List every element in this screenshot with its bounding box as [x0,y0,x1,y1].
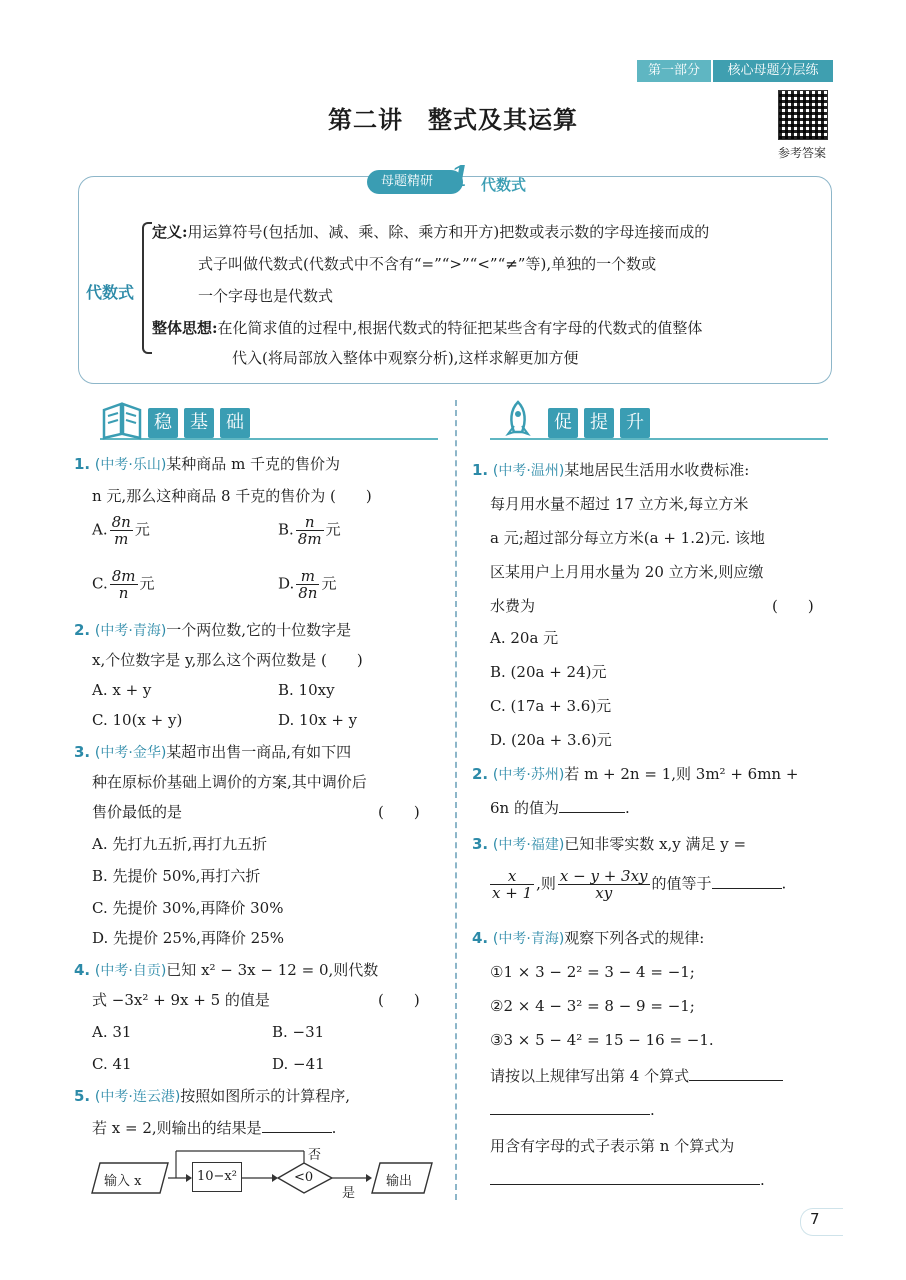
left-q4-src: (中考·自贡) [94,963,167,979]
denominator: x + 1 [492,884,533,902]
left-q1-option-c[interactable] [92,568,155,601]
left-q2-option-c[interactable]: C. 10(x + y) [92,711,183,729]
left-q5-line2: 若 x = 2,则输出的结果是 . [92,1119,337,1137]
right-section-header [490,400,828,440]
option-label: D. [278,574,295,593]
left-q1-src: (中考·乐山) [94,457,167,473]
right-q2-text1: 若 m + 2n = 1,则 3m² + 6mn + [564,765,799,783]
answer-blank[interactable] [490,1184,760,1185]
right-q2-src: (中考·苏州) [492,767,565,783]
numerator: 8m [111,567,136,585]
right-q4-text2: 请按以上规律写出第 4 个算式 [490,1067,690,1085]
right-section-rule [490,438,828,440]
left-q3-option-a[interactable]: A. 先打九五折,再打九五折 [92,835,268,853]
right-q1-num: 1. [472,461,489,479]
qr-code[interactable] [778,90,828,140]
definition-tag: 母题精研 [367,170,463,194]
left-q4-num: 4. [74,961,91,979]
header-part-tab: 第一部分 [637,60,711,82]
right-chip-3: 升 [620,408,650,438]
left-q1-num: 1. [74,455,91,473]
right-q3-mid: ,则 [536,874,556,893]
right-q1-answer-paren[interactable]: ( ) [772,597,814,615]
concept-label: 代数式 [86,283,135,302]
right-q1-text1: 某地居民生活用水收费标准: [564,461,750,479]
left-q4-answer-paren[interactable]: ( ) [378,991,420,1009]
right-q3-text1: 已知非零实数 x,y 满足 y = [564,835,747,853]
left-q1-text2: n 元,那么这种商品 8 千克的售价为 ( ) [92,487,372,505]
left-q4-text2: 式 −3x² + 9x + 5 的值是 [92,991,270,1009]
flow-yes-label: 是 [342,1186,356,1201]
left-q5-src: (中考·连云港) [94,1089,181,1105]
idea-line-1 [152,318,702,338]
fraction [110,514,133,547]
left-q2-line1 [74,620,351,641]
right-q1-text3: a 元;超过部分每立方米(a + 1.2)元. 该地 [490,529,765,547]
left-q1-option-b[interactable] [278,514,341,547]
left-q4-line1 [74,960,378,981]
left-q1-line1 [74,454,340,475]
fraction [490,868,534,901]
left-q3-answer-paren[interactable]: ( ) [378,803,420,821]
left-chip-1: 稳 [148,408,178,438]
brace [142,222,152,354]
left-section-rule [100,438,438,440]
flow-output-label: 输出 [386,1174,413,1189]
left-q5-num: 5. [74,1087,91,1105]
answer-blank[interactable] [712,888,782,889]
left-q1-option-d[interactable] [278,568,337,601]
unit: 元 [134,520,150,539]
denominator: m [114,530,129,548]
fraction [296,568,319,601]
def-text-1: 用运算符号(包括加、减、乘、除、乘方和开方)把数或表示数的字母连接而成的 [187,223,710,241]
left-q4-text1: 已知 x² − 3x − 12 = 0,则代数 [166,961,379,979]
rocket-icon [498,400,538,440]
answer-blank[interactable] [490,1114,650,1115]
left-q3-option-c[interactable]: C. 先提价 30%,再降价 30% [92,899,284,917]
left-q5-text2: 若 x = 2,则输出的结果是 [92,1119,262,1137]
right-chip-2: 提 [584,408,614,438]
left-chip-2: 基 [184,408,214,438]
right-q4-line2 [490,1066,783,1086]
header-section-tab: 核心母题分层练 [713,60,833,82]
right-q3-tail: 的值等于 [651,874,712,893]
right-q4-eq1: ①1 × 3 − 2² = 3 − 4 = −1; [490,963,695,981]
flow-cond-label: <0 [294,1170,314,1185]
option-label: C. [92,574,108,593]
right-q3-num: 3. [472,835,489,853]
right-q1-option-c[interactable]: C. (17a + 3.6)元 [490,697,612,715]
left-q2-text1: 一个两位数,它的十位数字是 [166,621,352,639]
definition-line-1 [152,222,709,242]
fraction [110,568,138,601]
answer-blank[interactable] [559,812,625,813]
numerator: x [490,868,534,885]
right-q4-eq3: ③3 × 5 − 4² = 15 − 16 = −1. [490,1031,714,1049]
right-q1-option-a[interactable]: A. 20a 元 [490,629,559,647]
left-q2-option-a[interactable]: A. x + y [92,681,152,699]
flow-no-label: 否 [308,1148,322,1163]
right-q1-text4: 区某用户上月用水量为 20 立方米,则应缴 [490,563,764,581]
definition-tag-number: 1 [450,160,470,193]
left-q2-num: 2. [74,621,91,639]
def-text-2: 式子叫做代数式(代数式中不含有“=”“>”“<”“≠”等),单独的一个数或 [198,255,657,273]
option-label: A. [92,520,108,539]
left-q4-option-b[interactable]: B. −31 [272,1023,325,1041]
left-q3-option-b[interactable]: B. 先提价 50%,再打六折 [92,867,261,885]
left-q2-option-d[interactable]: D. 10x + y [278,711,358,729]
right-q1-src: (中考·温州) [492,463,565,479]
left-q3-text3: 售价最低的是 [92,803,183,821]
idea-label: 整体思想: [152,319,218,337]
def-label: 定义: [152,223,188,241]
left-q3-text2: 种在原标价基础上调价的方案,其中调价后 [92,773,367,791]
right-q4-num: 4. [472,929,489,947]
left-section-header [100,400,438,440]
right-chip-1: 促 [548,408,578,438]
left-q3-num: 3. [74,743,91,761]
page-number-tab [800,1208,843,1236]
right-q3-line1 [472,834,746,855]
def-text-3: 一个字母也是代数式 [198,287,334,305]
unit: 元 [321,574,337,593]
right-q1-option-d[interactable]: D. (20a + 3.6)元 [490,731,612,749]
right-q1-text5: 水费为 [490,597,536,615]
right-q4-src: (中考·青海) [492,931,565,947]
left-q4-option-c[interactable]: C. 41 [92,1055,132,1073]
numerator: x − y + 3xy [559,867,648,885]
left-q3-option-d[interactable]: D. 先提价 25%,再降价 25% [92,929,285,947]
left-q3-line1 [74,742,351,763]
left-q1-option-a[interactable] [92,514,150,547]
left-q4-option-a[interactable]: A. 31 [92,1023,132,1041]
numerator: 8n [111,513,131,531]
right-q2-text2: 6n 的值为 [490,799,559,817]
page-title: 第二讲 整式及其运算 [328,105,578,134]
page-number: 7 [810,1210,820,1228]
right-q1-line1 [472,460,749,481]
answer-blank[interactable] [689,1080,783,1081]
fraction [558,868,650,901]
right-q4-text3: 用含有字母的式子表示第 n 个算式为 [490,1137,735,1155]
left-q3-text1: 某超市出售一商品,有如下四 [166,743,352,761]
fraction [296,514,324,547]
right-q2-num: 2. [472,765,489,783]
idea-text-2: 代入(将局部放入整体中观察分析),这样求解更加方便 [232,349,579,367]
denominator: xy [595,884,613,902]
book-icon [100,400,144,440]
denominator: n [118,584,129,602]
left-q5-text1: 按照如图所示的计算程序, [180,1087,351,1105]
flow-calc-box: 10−x² [192,1162,242,1192]
right-q1-text2: 每月用水量不超过 17 立方米,每立方米 [490,495,749,513]
left-q3-src: (中考·金华) [94,745,167,761]
numerator: n [296,514,324,531]
left-q2-src: (中考·青海) [94,623,167,639]
right-q4-text1: 观察下列各式的规律: [564,929,705,947]
left-q4-option-d[interactable]: D. −41 [272,1055,325,1073]
left-chip-3: 础 [220,408,250,438]
right-q2-line1 [472,764,798,785]
right-q4-line1 [472,928,704,949]
qr-label: 参考答案 [777,146,826,160]
answer-blank[interactable] [262,1132,332,1133]
right-q4-eq2: ②2 × 4 − 3² = 8 − 9 = −1; [490,997,695,1015]
left-q2-option-b[interactable]: B. 10xy [278,681,335,699]
denominator: 8m [297,530,322,548]
left-q1-text1: 某种商品 m 千克的售价为 [166,455,341,473]
right-q4-line2-cont: . [490,1100,655,1120]
left-q5-line1 [74,1086,350,1107]
denominator: 8n [298,584,318,602]
right-q4-line3-cont: . [490,1170,765,1190]
right-q3-src: (中考·福建) [492,837,565,853]
right-q2-line2: 6n 的值为 . [490,799,630,817]
unit: 元 [139,574,155,593]
flow-input-label: 输入 x [104,1174,142,1189]
column-divider [455,400,457,1200]
numerator: m [296,568,319,585]
right-q3-line2: $\frac{x}{x + 1}$ ,则 $\frac{x - y + 3xy}{xy}$ 的值等于 . [492,867,787,902]
left-q2-text2: x,个位数字是 y,那么这个两位数是 ( ) [92,651,363,669]
idea-text-1: 在化简求值的过程中,根据代数式的特征把某些含有字母的代数式的值整体 [217,319,703,337]
unit: 元 [325,520,341,539]
right-q1-option-b[interactable]: B. (20a + 24)元 [490,663,607,681]
option-label: B. [278,520,294,539]
definition-topic: 代数式 [481,176,527,194]
